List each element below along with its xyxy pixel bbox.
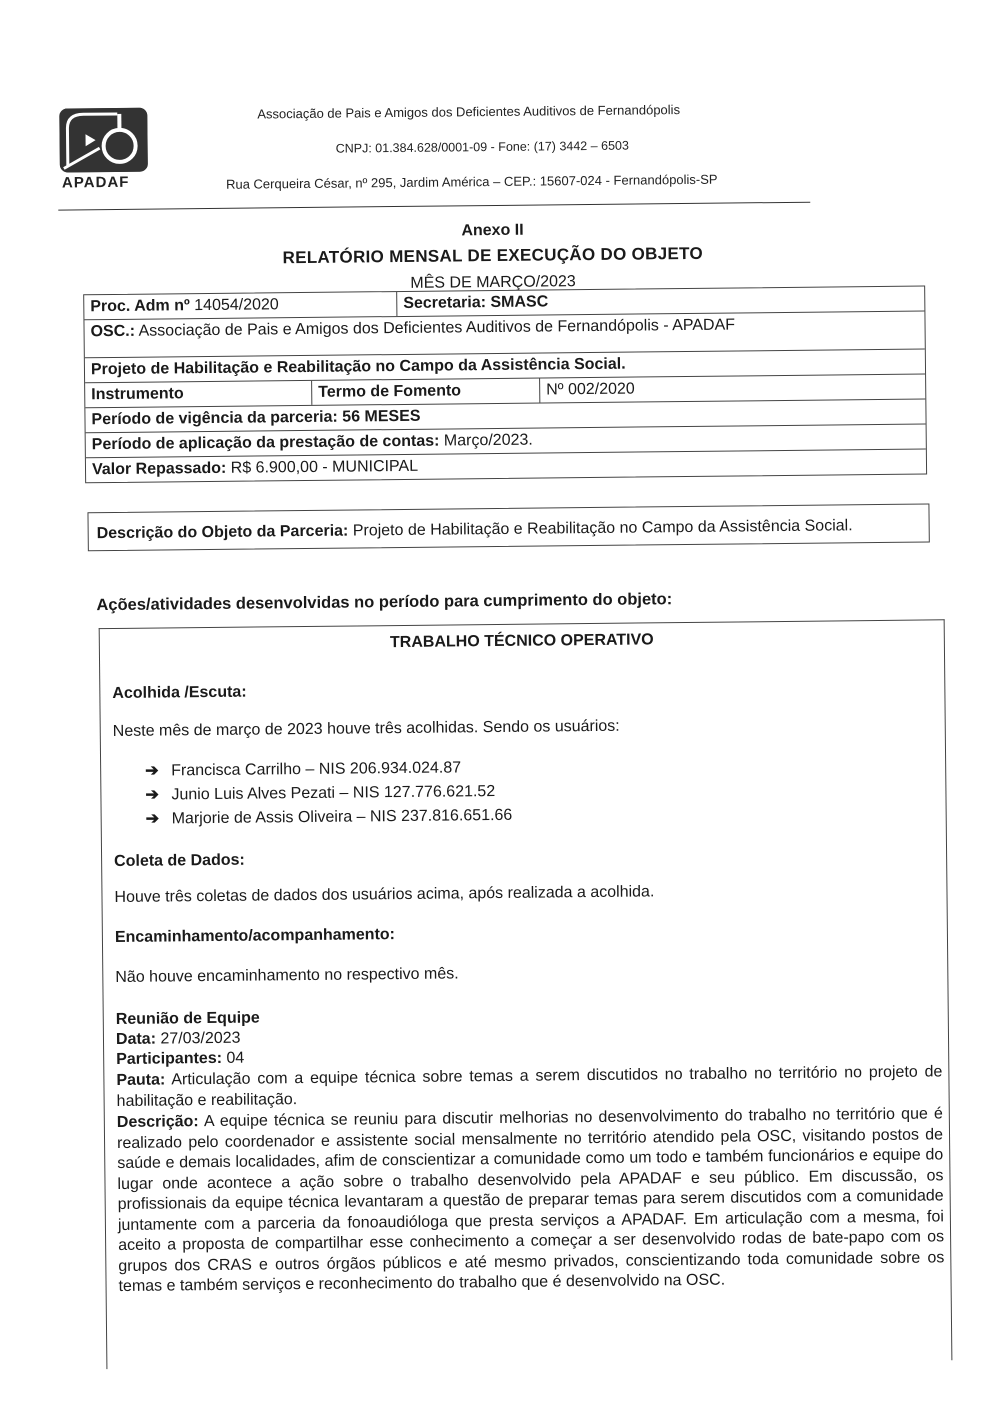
numero-value: Nº 002/2020 [546, 381, 635, 399]
proc-value: 14054/2020 [194, 296, 279, 314]
coleta-heading: Coleta de Dados: [114, 852, 245, 870]
address-line: Rua Cerqueira César, nº 295, Jardim América – CEP.: 15607-024 - Fernandópolis-SP [226, 166, 992, 191]
secretaria-label: Secretaria: SMASC [403, 293, 548, 312]
report-title: RELATÓRIO MENSAL DE EXECUÇÃO DO OBJETO [0, 241, 989, 271]
vigencia-value: 56 MESES [342, 408, 420, 426]
report-month: MÊS DE MARÇO/2023 [0, 269, 989, 297]
actions-heading: Ações/atividades desenvolvidas no período para cumprimento do objeto: [96, 590, 672, 615]
ear-icon [59, 108, 148, 173]
encaminhamento-text: Não houve encaminhamento no respectivo mês. [115, 965, 458, 987]
list-item: ➔ Francisca Carrilho – NIS 206.934.024.87 [145, 757, 461, 780]
list-item: ➔ Marjorie de Assis Oliveira – NIS 237.816.651.66 [146, 805, 513, 829]
osc-label: OSC.: [90, 323, 135, 340]
vigencia-label: Período de vigência da parceria: [91, 409, 337, 429]
reuniao-heading: Reunião de Equipe [116, 1009, 260, 1028]
descricao-reuniao-label: Descrição: [117, 1113, 199, 1131]
valor-value: R$ 6.900,00 - MUNICIPAL [231, 458, 419, 477]
pauta-value: Articulação com a equipe técnica sobre temas a serem discutidos no trabalho no território no projeto de habilitação e reabilitação. [117, 1063, 943, 1109]
valor-label: Valor Repassado: [92, 460, 226, 478]
aplicacao-value: Março/2023. [444, 432, 533, 450]
osc-value: Associação de Pais e Amigos dos Deficientes Auditivos de Fernandópolis - APADAF [138, 316, 735, 339]
descricao-reuniao-value: A equipe técnica se reuniu para discutir melhorias no desenvolvimento do trabalho no território que é realizado pelo coordenador e assistente social mensalmente no território atendido pela OSC, visitando postos de saúde e demais localidades, afim de conscientizar a comunidade como um todo e também funcionários e equipe do lugar onde acontece a ação sobre o trabalho desenvolvido pela APADAF e seu público. Em discussão, os profissionais da equipe técnica levantaram a questão de preparar temas para serem discutidos com a comunidade juntamente com a parceria da fonoaudióloga que presta serviços a APADAF. Em articulação com a mesma, foi aceito a proposta de compartilhar esse conhecimento a começar a ser desenvolvido rodas de bate-papo com os grupos dos CRAS e outros órgãos públicos e até mesmo privados, conscientizando toda comunidade sobre os temas e também serviços e reconhecimento do trabalho que é desenvolvido na OSC. [117, 1105, 944, 1295]
annex-title: Anexo II [0, 217, 989, 245]
arrow-icon: ➔ [145, 760, 171, 780]
pauta-label: Pauta: [116, 1071, 165, 1089]
coleta-text: Houve três coletas de dados dos usuários acima, após realizada a acolhida. [114, 883, 654, 907]
apadaf-logo [59, 108, 152, 195]
participantes-label: Participantes: [116, 1050, 222, 1068]
org-name: Associação de Pais e Amigos dos Deficientes Auditivos de Fernandópolis [257, 96, 992, 121]
tto-section [99, 619, 953, 1369]
projeto-name: Projeto de Habilitação e Reabilitação no Campo da Assistência Social. [91, 356, 626, 379]
list-item: ➔ Junio Luis Alves Pezati – NIS 127.776.621.52 [145, 781, 495, 805]
participantes-value: 04 [226, 1050, 244, 1067]
acolhida-heading: Acolhida /Escuta: [112, 684, 246, 702]
instrumento-value: Termo de Fomento [318, 382, 461, 400]
descricao-text: Projeto de Habilitação e Reabilitação no Campo da Assistência Social. [353, 517, 853, 539]
encaminhamento-heading: Encaminhamento/acompanhamento: [115, 926, 395, 946]
proc-label: Proc. Adm nº [90, 297, 190, 315]
info-table [83, 285, 927, 483]
descricao-box [87, 503, 929, 551]
header-divider [58, 202, 810, 211]
arrow-icon: ➔ [145, 784, 171, 804]
data-value: 27/03/2023 [160, 1030, 240, 1048]
tto-title: TRABALHO TÉCNICO OPERATIVO [100, 628, 944, 655]
data-label: Data: [116, 1031, 156, 1048]
arrow-icon: ➔ [146, 808, 172, 828]
logo-text: APADAF [62, 174, 130, 192]
instrumento-label: Instrumento [91, 385, 184, 403]
descricao-label: Descrição do Objeto da Parceria: [97, 523, 349, 543]
acolhida-text: Neste mês de março de 2023 houve três acolhidas. Sendo os usuários: [113, 718, 620, 741]
aplicacao-label: Período de aplicação da prestação de contas: [92, 433, 440, 454]
cnpj-line: CNPJ: 01.384.628/0001-09 - Fone: (17) 3442 – 6503 [336, 131, 992, 155]
